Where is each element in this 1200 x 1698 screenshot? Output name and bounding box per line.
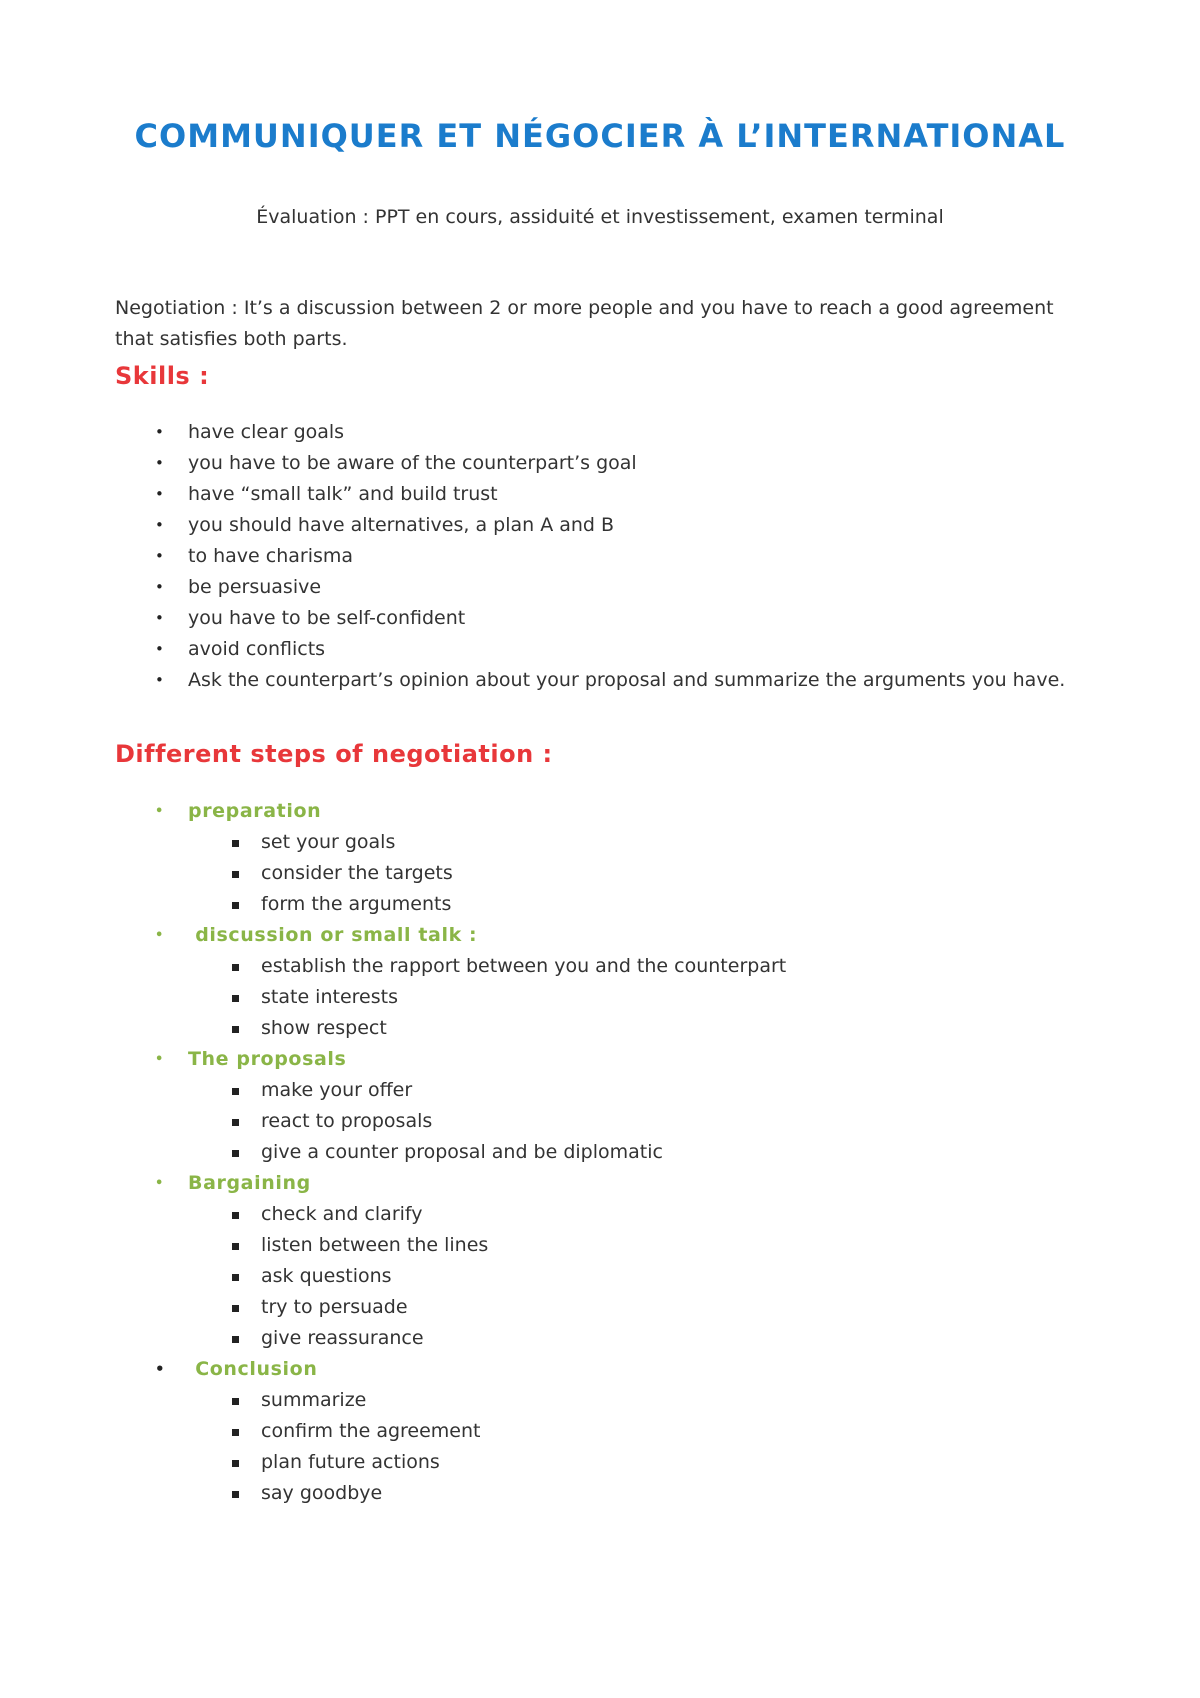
list-item	[115, 1447, 1075, 1478]
step-proposals	[115, 1044, 1075, 1168]
list-item	[115, 1106, 1075, 1137]
document-title: COMMUNIQUER ET NÉGOCIER À L’INTERNATIONAL	[134, 117, 1066, 155]
list-item	[115, 1261, 1075, 1292]
bullet-icon: •	[155, 1052, 164, 1067]
sub-text: say goodbye	[261, 1482, 383, 1504]
skill-text: avoid conflicts	[188, 638, 326, 660]
sub-text: react to proposals	[261, 1110, 433, 1132]
sub-text: give reassurance	[261, 1327, 424, 1349]
skill-text: you have to be aware of the counterpart’s goal	[188, 452, 637, 474]
sub-text: try to persuade	[261, 1296, 408, 1318]
list-item	[115, 1385, 1075, 1416]
bullet-icon: •	[155, 423, 164, 441]
list-item	[115, 1230, 1075, 1261]
sub-text: plan future actions	[261, 1451, 440, 1473]
step-title: discussion or small talk :	[188, 924, 478, 946]
square-bullet-icon	[232, 964, 239, 971]
list-item	[115, 982, 1075, 1013]
list-item	[115, 1199, 1075, 1230]
sub-text: establish the rapport between you and the counterpart	[261, 955, 787, 977]
bullet-icon: •	[155, 578, 164, 596]
list-item	[115, 889, 1075, 920]
bullet-icon: •	[155, 928, 164, 943]
square-bullet-icon	[232, 902, 239, 909]
sub-text: summarize	[261, 1389, 367, 1411]
steps-heading: Different steps of negotiation :	[115, 740, 553, 768]
sub-text: make your offer	[261, 1079, 413, 1101]
skill-text: to have charisma	[188, 545, 354, 567]
sub-list	[115, 1199, 1075, 1354]
skill-text: Ask the counterpart’s opinion about your proposal and summarize the arguments you have.	[188, 669, 1066, 691]
list-item	[115, 510, 1075, 541]
square-bullet-icon	[232, 1398, 239, 1405]
skill-text: have clear goals	[188, 421, 345, 443]
evaluation-line: Évaluation : PPT en cours, assiduité et investissement, examen terminal	[256, 206, 944, 228]
steps-list	[115, 796, 1075, 1509]
step-heading	[115, 1168, 1075, 1199]
bullet-icon: •	[155, 516, 164, 534]
sub-list	[115, 1075, 1075, 1168]
list-item	[115, 1478, 1075, 1509]
skills-heading: Skills :	[115, 362, 210, 390]
list-item	[115, 541, 1075, 572]
list-item	[115, 951, 1075, 982]
square-bullet-icon	[232, 1150, 239, 1157]
step-bargaining	[115, 1168, 1075, 1354]
list-item	[115, 1137, 1075, 1168]
sub-list	[115, 827, 1075, 920]
square-bullet-icon	[232, 1274, 239, 1281]
step-title: preparation	[188, 800, 322, 822]
step-heading	[115, 920, 1075, 951]
step-title: Conclusion	[188, 1358, 318, 1380]
step-discussion	[115, 920, 1075, 1044]
step-title: Bargaining	[188, 1172, 311, 1194]
bullet-icon: •	[155, 485, 164, 503]
list-item	[115, 665, 1075, 696]
list-item	[115, 1416, 1075, 1447]
list-item	[115, 1075, 1075, 1106]
square-bullet-icon	[232, 1460, 239, 1467]
square-bullet-icon	[232, 1026, 239, 1033]
list-item	[115, 1013, 1075, 1044]
square-bullet-icon	[232, 840, 239, 847]
list-item	[115, 448, 1075, 479]
square-bullet-icon	[232, 1243, 239, 1250]
sub-text: form the arguments	[261, 893, 452, 915]
sub-text: ask questions	[261, 1265, 392, 1287]
skills-list	[115, 417, 1075, 696]
list-item	[115, 1292, 1075, 1323]
negotiation-definition: Negotiation : It’s a discussion between 2 or more people and you have to reach a good agreement that satisfies both parts.	[115, 297, 1054, 350]
sub-text: check and clarify	[261, 1203, 423, 1225]
bullet-icon: •	[155, 640, 164, 658]
sub-list	[115, 951, 1075, 1044]
step-heading	[115, 796, 1075, 827]
sub-list	[115, 1385, 1075, 1509]
square-bullet-icon	[232, 1429, 239, 1436]
list-item	[115, 603, 1075, 634]
bullet-icon: •	[155, 547, 164, 565]
bullet-icon: •	[155, 1360, 166, 1378]
bullet-icon: •	[155, 1176, 164, 1191]
square-bullet-icon	[232, 995, 239, 1002]
list-item	[115, 858, 1075, 889]
square-bullet-icon	[232, 1491, 239, 1498]
list-item	[115, 1323, 1075, 1354]
step-preparation	[115, 796, 1075, 920]
step-heading	[115, 1354, 1075, 1385]
skill-text: be persuasive	[188, 576, 322, 598]
skill-text: have “small talk” and build trust	[188, 483, 498, 505]
sub-text: give a counter proposal and be diplomatic	[261, 1141, 663, 1163]
sub-text: set your goals	[261, 831, 396, 853]
bullet-icon: •	[155, 454, 164, 472]
list-item	[115, 479, 1075, 510]
list-item	[115, 827, 1075, 858]
skill-text: you should have alternatives, a plan A and B	[188, 514, 615, 536]
step-heading	[115, 1044, 1075, 1075]
bullet-icon: •	[155, 609, 164, 627]
sub-text: state interests	[261, 986, 398, 1008]
bullet-icon: •	[155, 671, 164, 689]
list-item	[115, 417, 1075, 448]
square-bullet-icon	[232, 1119, 239, 1126]
sub-text: listen between the lines	[261, 1234, 489, 1256]
step-conclusion	[115, 1354, 1075, 1509]
list-item	[115, 634, 1075, 665]
step-title: The proposals	[188, 1048, 347, 1070]
square-bullet-icon	[232, 1336, 239, 1343]
sub-text: consider the targets	[261, 862, 453, 884]
sub-text: confirm the agreement	[261, 1420, 481, 1442]
bullet-icon: •	[155, 804, 164, 819]
sub-text: show respect	[261, 1017, 387, 1039]
list-item	[115, 572, 1075, 603]
skill-text: you have to be self-confident	[188, 607, 466, 629]
square-bullet-icon	[232, 871, 239, 878]
square-bullet-icon	[232, 1212, 239, 1219]
square-bullet-icon	[232, 1305, 239, 1312]
square-bullet-icon	[232, 1088, 239, 1095]
